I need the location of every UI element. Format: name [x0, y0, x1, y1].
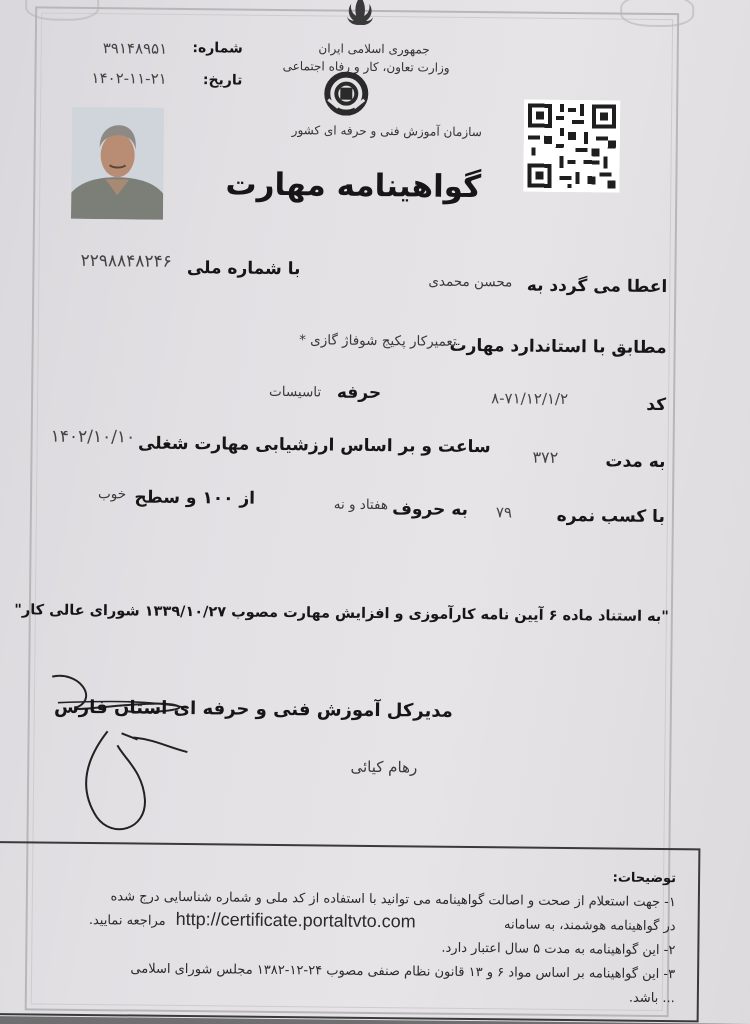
in-words-label: به حروف [392, 499, 469, 520]
national-id-value: ۲۲۹۸۸۴۸۲۴۶ [80, 250, 172, 272]
org-line-2: وزارت تعاون، کار و رفاه اجتماعی [282, 59, 450, 75]
holder-photo [71, 107, 164, 220]
note-line-3: ۲- این گواهینامه به مدت ۵ سال اعتبار دارد. [441, 940, 676, 959]
awarded-to-label: اعطا می گردد به [526, 275, 668, 298]
standard-label: مطابق با استاندارد مهارت [449, 335, 667, 359]
national-id-label: با شماره ملی [186, 258, 301, 280]
duration-text: ساعت و بر اساس ارزشیابی مهارت شغلی [137, 433, 491, 458]
notes-heading: توضیحات: [612, 870, 677, 887]
craft-value: تاسیسات [268, 383, 322, 401]
frame-ornament [620, 0, 694, 27]
assessment-date: ۱۴۰۲/۱۰/۱۰ [50, 426, 136, 448]
verification-url[interactable]: http://certificate.portaltvto.com [175, 908, 416, 932]
recipient-name: محسن محمدی [428, 273, 513, 291]
frame-ornament [25, 0, 99, 21]
number-value: ۳۹۱۴۸۹۵۱ [102, 39, 168, 58]
org-line-3: سازمان آموزش فنی و حرفه ای کشور [291, 123, 482, 140]
tvto-logo-icon [320, 71, 372, 116]
qr-code [523, 100, 620, 193]
date-label: تاریخ: [202, 72, 243, 89]
score-label: با کسب نمره [556, 505, 665, 528]
duration-label: به مدت [605, 451, 666, 473]
code-value: ۸-۷۱/۱۲/۱/۲ [491, 389, 569, 409]
code-label: کد [646, 394, 667, 416]
score-in-words: هفتاد و نه [333, 496, 389, 514]
signature [36, 666, 298, 849]
signatory-title: مدیرکل آموزش فنی و حرفه ای استان فارس [53, 696, 453, 722]
date-value: ۱۴۰۲-۱۱-۲۱ [91, 69, 167, 88]
legal-basis: "به استناد ماده ۶ آیین نامه کارآموزی و افزایش مهارت مصوب ۱۳۳۹/۱۰/۲۷ شورای عالی کار" [14, 602, 669, 626]
iran-emblem-icon [342, 0, 378, 28]
signatory-name: رهام کیائی [350, 757, 418, 777]
note-line-2-post: مراجعه نمایید. [88, 913, 166, 929]
craft-label: حرفه [336, 382, 382, 404]
standard-value: تعمیرکار پکیج شوفاژ گازی * [299, 332, 457, 350]
certificate-title: گواهینامه مهارت [225, 166, 482, 206]
note-line-4: ۳- این گواهینامه بر اساس مواد ۶ و ۱۳ قانون نظام صنفی مصوب ۲۴-۱۲-۱۳۸۲ مجلس شورای اسلامی [130, 961, 676, 983]
note-line-1: ۱- جهت استعلام از صحت و اصالت گواهینامه می توانید با استفاده از کد ملی و شماره شناسایی درج شده [110, 889, 676, 911]
org-line-1: جمهوری اسلامی ایران [318, 41, 430, 57]
duration-hours: ۳۷۲ [532, 447, 559, 467]
number-label: شماره: [192, 40, 243, 57]
note-line-5: ... باشد. [628, 990, 675, 1007]
level-value: خوب [97, 486, 127, 503]
score-out-of: از ۱۰۰ و سطح [134, 487, 256, 509]
note-line-2-pre: در گواهینامه هوشمند، به سامانه [503, 917, 676, 935]
score-value: ۷۹ [495, 503, 513, 522]
